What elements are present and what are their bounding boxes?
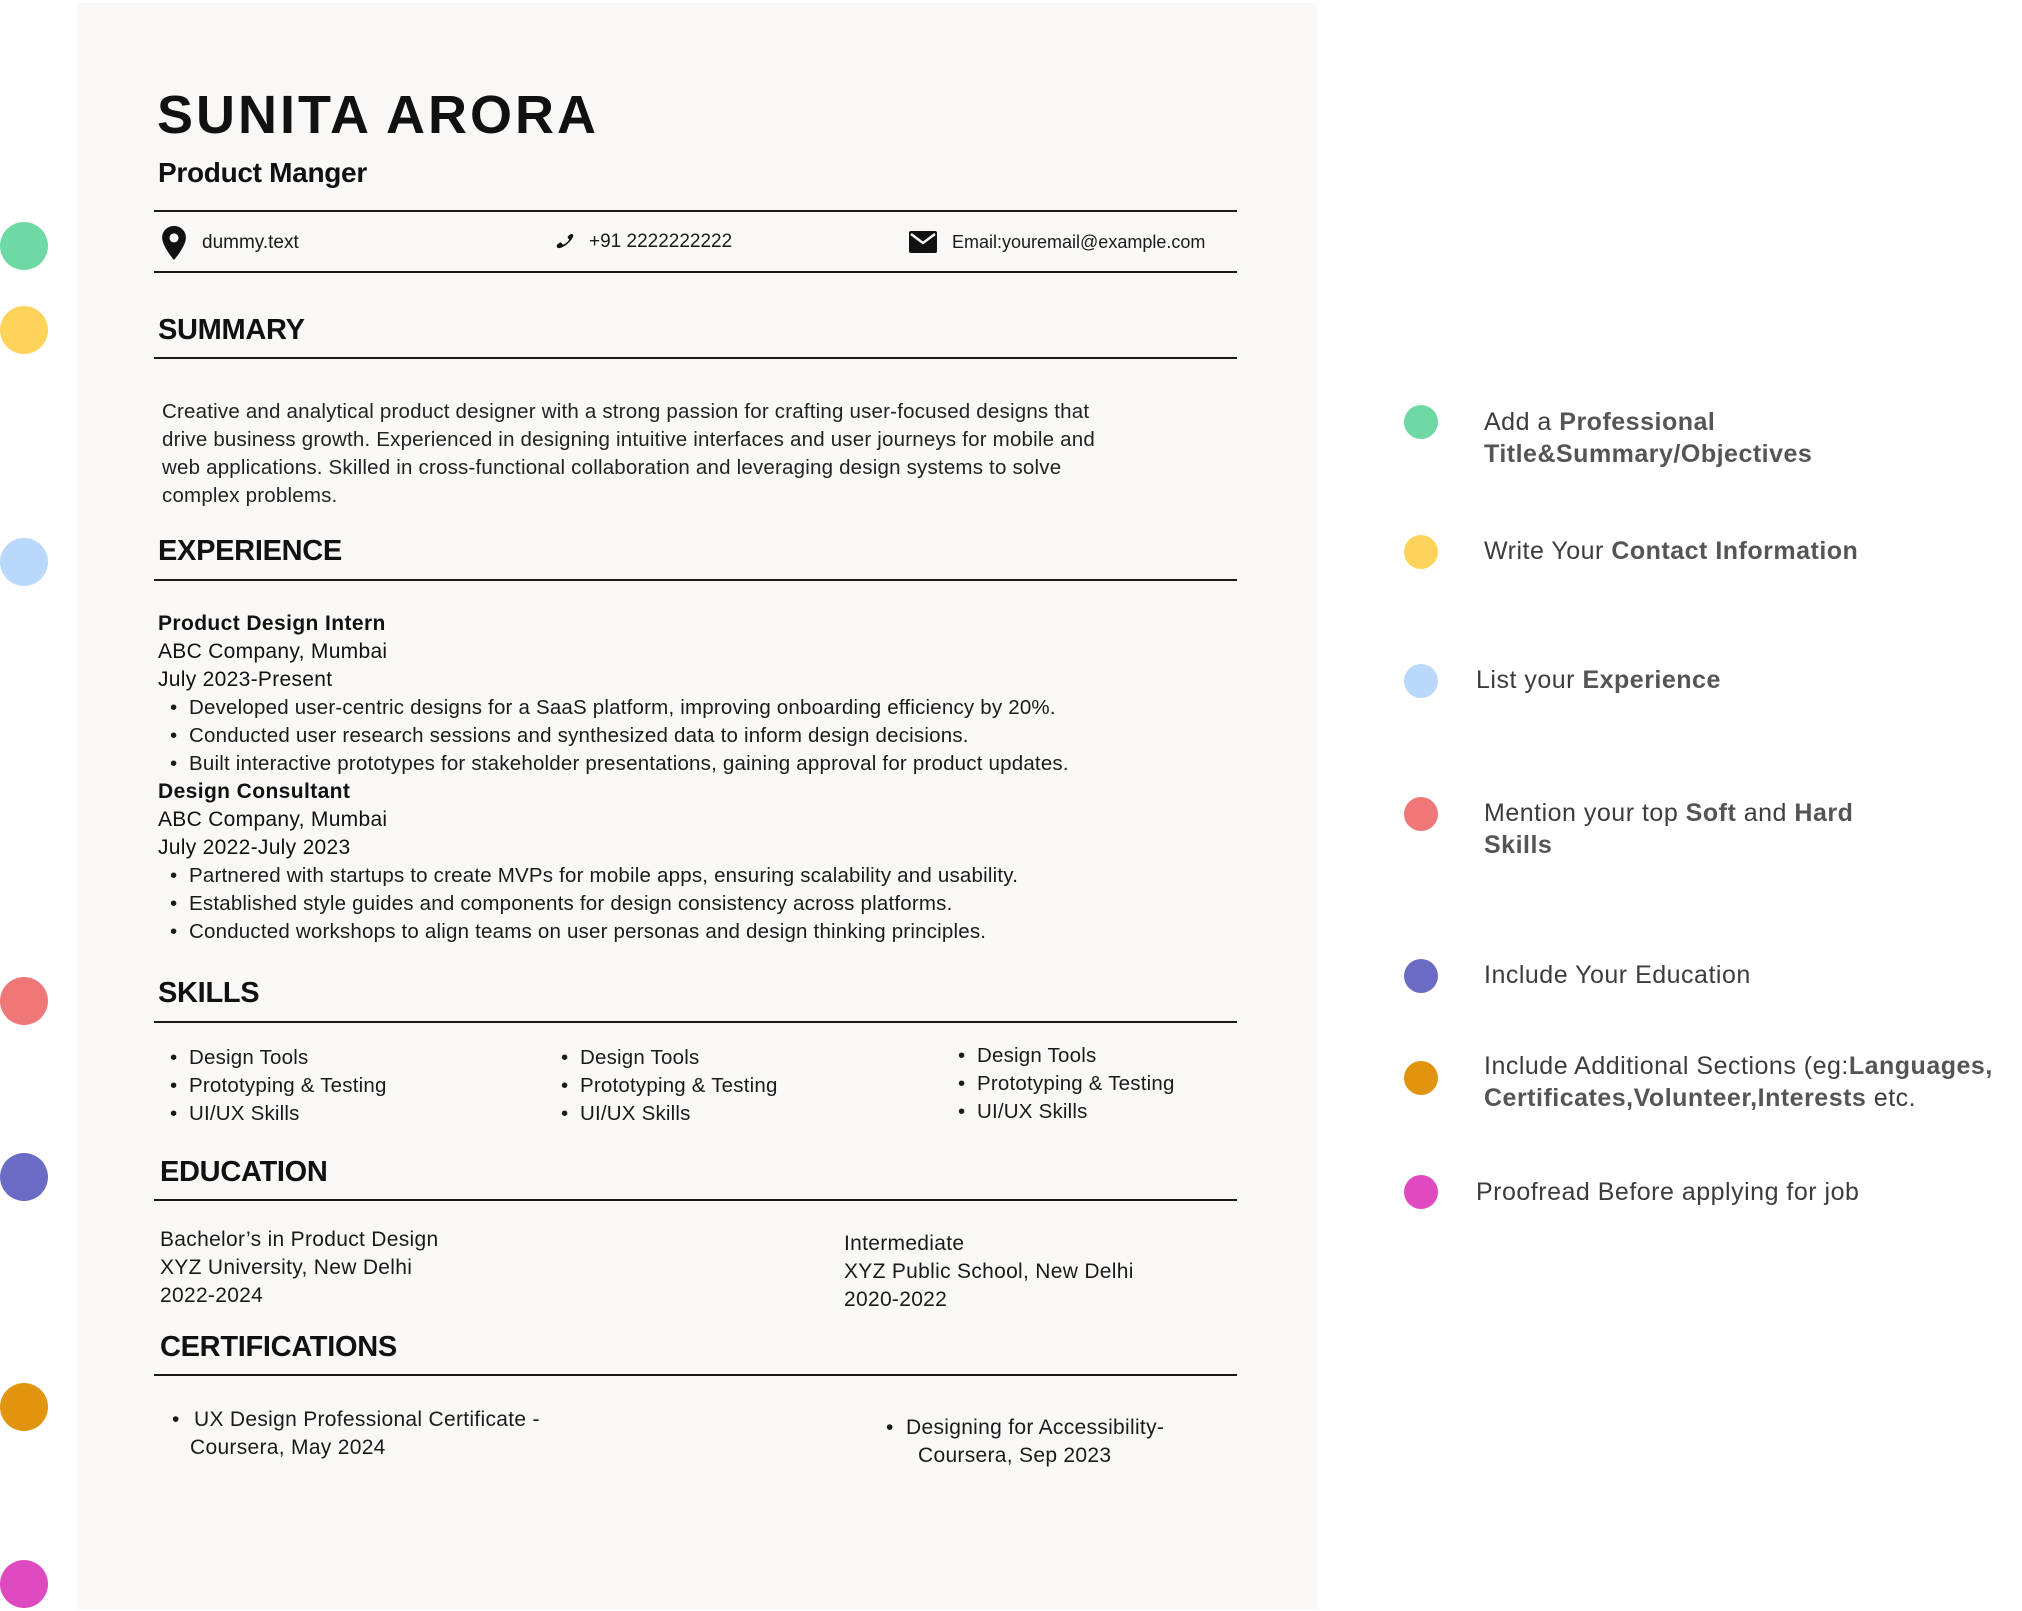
education-years: 2020-2022 [844, 1288, 948, 1311]
certification-name: UX Design Professional Certificate - [194, 1408, 540, 1431]
experience-job [158, 610, 1069, 946]
skill-item: • Prototyping & Testing [158, 1072, 387, 1100]
certifications-heading: CERTIFICATIONS [160, 1331, 397, 1363]
guide-tip-contact: Write Your Contact Information [1484, 537, 1859, 565]
job-bullets [158, 694, 1069, 778]
education-school: XYZ Public School, New Delhi [844, 1260, 1134, 1283]
guide-tip-education: Include Your Education [1484, 961, 1751, 989]
job-title: Product Design Intern [158, 612, 386, 635]
guide-dot-orange [1404, 1061, 1438, 1095]
education-degree: Bachelor’s in Product Design [160, 1228, 439, 1251]
education-entry [160, 1226, 438, 1310]
skill-item: • UI/UX Skills [158, 1100, 387, 1128]
summary-line: complex problems. [162, 484, 338, 507]
guide-tip-title-summary: Add a Professional Title&Summary/Objectives [1484, 408, 1813, 468]
marker-dot-education [0, 1153, 48, 1201]
skills-column-2 [549, 1044, 778, 1128]
job-bullet: • Established style guides and components for design consistency across platforms. [158, 890, 1069, 918]
divider [154, 1374, 1237, 1376]
divider [154, 1199, 1237, 1201]
summary-line: web applications. Skilled in cross-functional collaboration and leveraging design systems to solve [162, 456, 1062, 479]
guide-dot-yellow [1404, 535, 1438, 569]
divider [154, 1021, 1237, 1023]
summary-text [162, 398, 1222, 510]
skills-column-3 [946, 1042, 1175, 1126]
job-bullets [158, 862, 1069, 946]
guide-tip-experience: List your Experience [1476, 666, 1721, 694]
marker-dot-experience [0, 538, 48, 586]
job-bullet: • Built interactive prototypes for stakeholder presentations, gaining approval for product updates. [158, 750, 1069, 778]
divider [154, 210, 1237, 212]
guide-tip-skills: Mention your top Soft and Hard Skills [1484, 799, 1854, 859]
divider [154, 579, 1237, 581]
marker-dot-skills [0, 977, 48, 1025]
education-entry [844, 1230, 1134, 1314]
skill-item: • UI/UX Skills [946, 1098, 1175, 1126]
divider [154, 271, 1237, 273]
skill-item: • Design Tools [158, 1044, 387, 1072]
certification-item: • UX Design Professional Certificate - Coursera, May 2024 [160, 1406, 540, 1462]
job-bullet: • Partnered with startups to create MVPs for mobile apps, ensuring scalability and usability. [158, 862, 1069, 890]
summary-heading: SUMMARY [158, 314, 305, 346]
phone-text: +91 2222222222 [589, 231, 733, 252]
job-bullet: • Conducted user research sessions and synthesized data to inform design decisions. [158, 722, 1069, 750]
guide-tip-additional: Include Additional Sections (eg:Languages, Certificates,Volunteer,Interests etc. [1484, 1052, 1993, 1112]
skills-column-1 [158, 1044, 387, 1128]
guide-dot-red [1404, 797, 1438, 831]
job-bullet: • Conducted workshops to align teams on user personas and design thinking principles. [158, 918, 1069, 946]
marker-dot-contact [0, 306, 48, 354]
job-title: Design Consultant [158, 780, 351, 803]
candidate-role: Product Manger [158, 157, 367, 188]
skill-item: • Design Tools [946, 1042, 1175, 1070]
marker-dot-summary [0, 222, 48, 270]
job-company: ABC Company, Mumbai [158, 640, 388, 663]
marker-dot-additional [0, 1383, 48, 1431]
summary-line: drive business growth. Experienced in designing intuitive interfaces and user journeys for mobile and [162, 428, 1095, 451]
divider [154, 357, 1237, 359]
education-years: 2022-2024 [160, 1284, 264, 1307]
envelope-icon [908, 230, 938, 254]
job-bullet: • Developed user-centric designs for a SaaS platform, improving onboarding efficiency by 20%. [158, 694, 1069, 722]
education-school: XYZ University, New Delhi [160, 1256, 413, 1279]
experience-heading: EXPERIENCE [158, 535, 342, 567]
contact-phone [553, 231, 732, 253]
certification-source: Coursera, Sep 2023 [918, 1444, 1112, 1467]
guide-dot-green [1404, 405, 1438, 439]
skill-item: • UI/UX Skills [549, 1100, 778, 1128]
skill-item: • Design Tools [549, 1044, 778, 1072]
job-dates: July 2022-July 2023 [158, 836, 351, 859]
guide-dot-pink [1404, 1175, 1438, 1209]
guide-dot-lightblue [1404, 664, 1438, 698]
guide-tip-proofread: Proofread Before applying for job [1476, 1178, 1860, 1206]
job-dates: July 2023-Present [158, 668, 333, 691]
location-text: dummy.text [202, 232, 299, 253]
guide-dot-indigo [1404, 959, 1438, 993]
education-degree: Intermediate [844, 1232, 965, 1255]
phone-icon [553, 231, 575, 253]
summary-line: Creative and analytical product designer with a strong passion for crafting user-focused designs that [162, 400, 1090, 423]
candidate-name: SUNITA ARORA [157, 85, 599, 145]
location-pin-icon [160, 226, 188, 260]
marker-dot-proofread [0, 1560, 48, 1608]
education-heading: EDUCATION [160, 1156, 328, 1188]
skills-heading: SKILLS [158, 977, 260, 1009]
skill-item: • Prototyping & Testing [946, 1070, 1175, 1098]
certification-source: Coursera, May 2024 [190, 1436, 386, 1459]
certification-name: Designing for Accessibility- [906, 1416, 1165, 1439]
contact-location [160, 226, 299, 260]
job-company: ABC Company, Mumbai [158, 808, 388, 831]
email-text: Email:youremail@example.com [952, 231, 1206, 252]
contact-email [908, 230, 1205, 254]
skill-item: • Prototyping & Testing [549, 1072, 778, 1100]
certification-item: • Designing for Accessibility- Coursera, Sep 2023 [874, 1414, 1164, 1470]
